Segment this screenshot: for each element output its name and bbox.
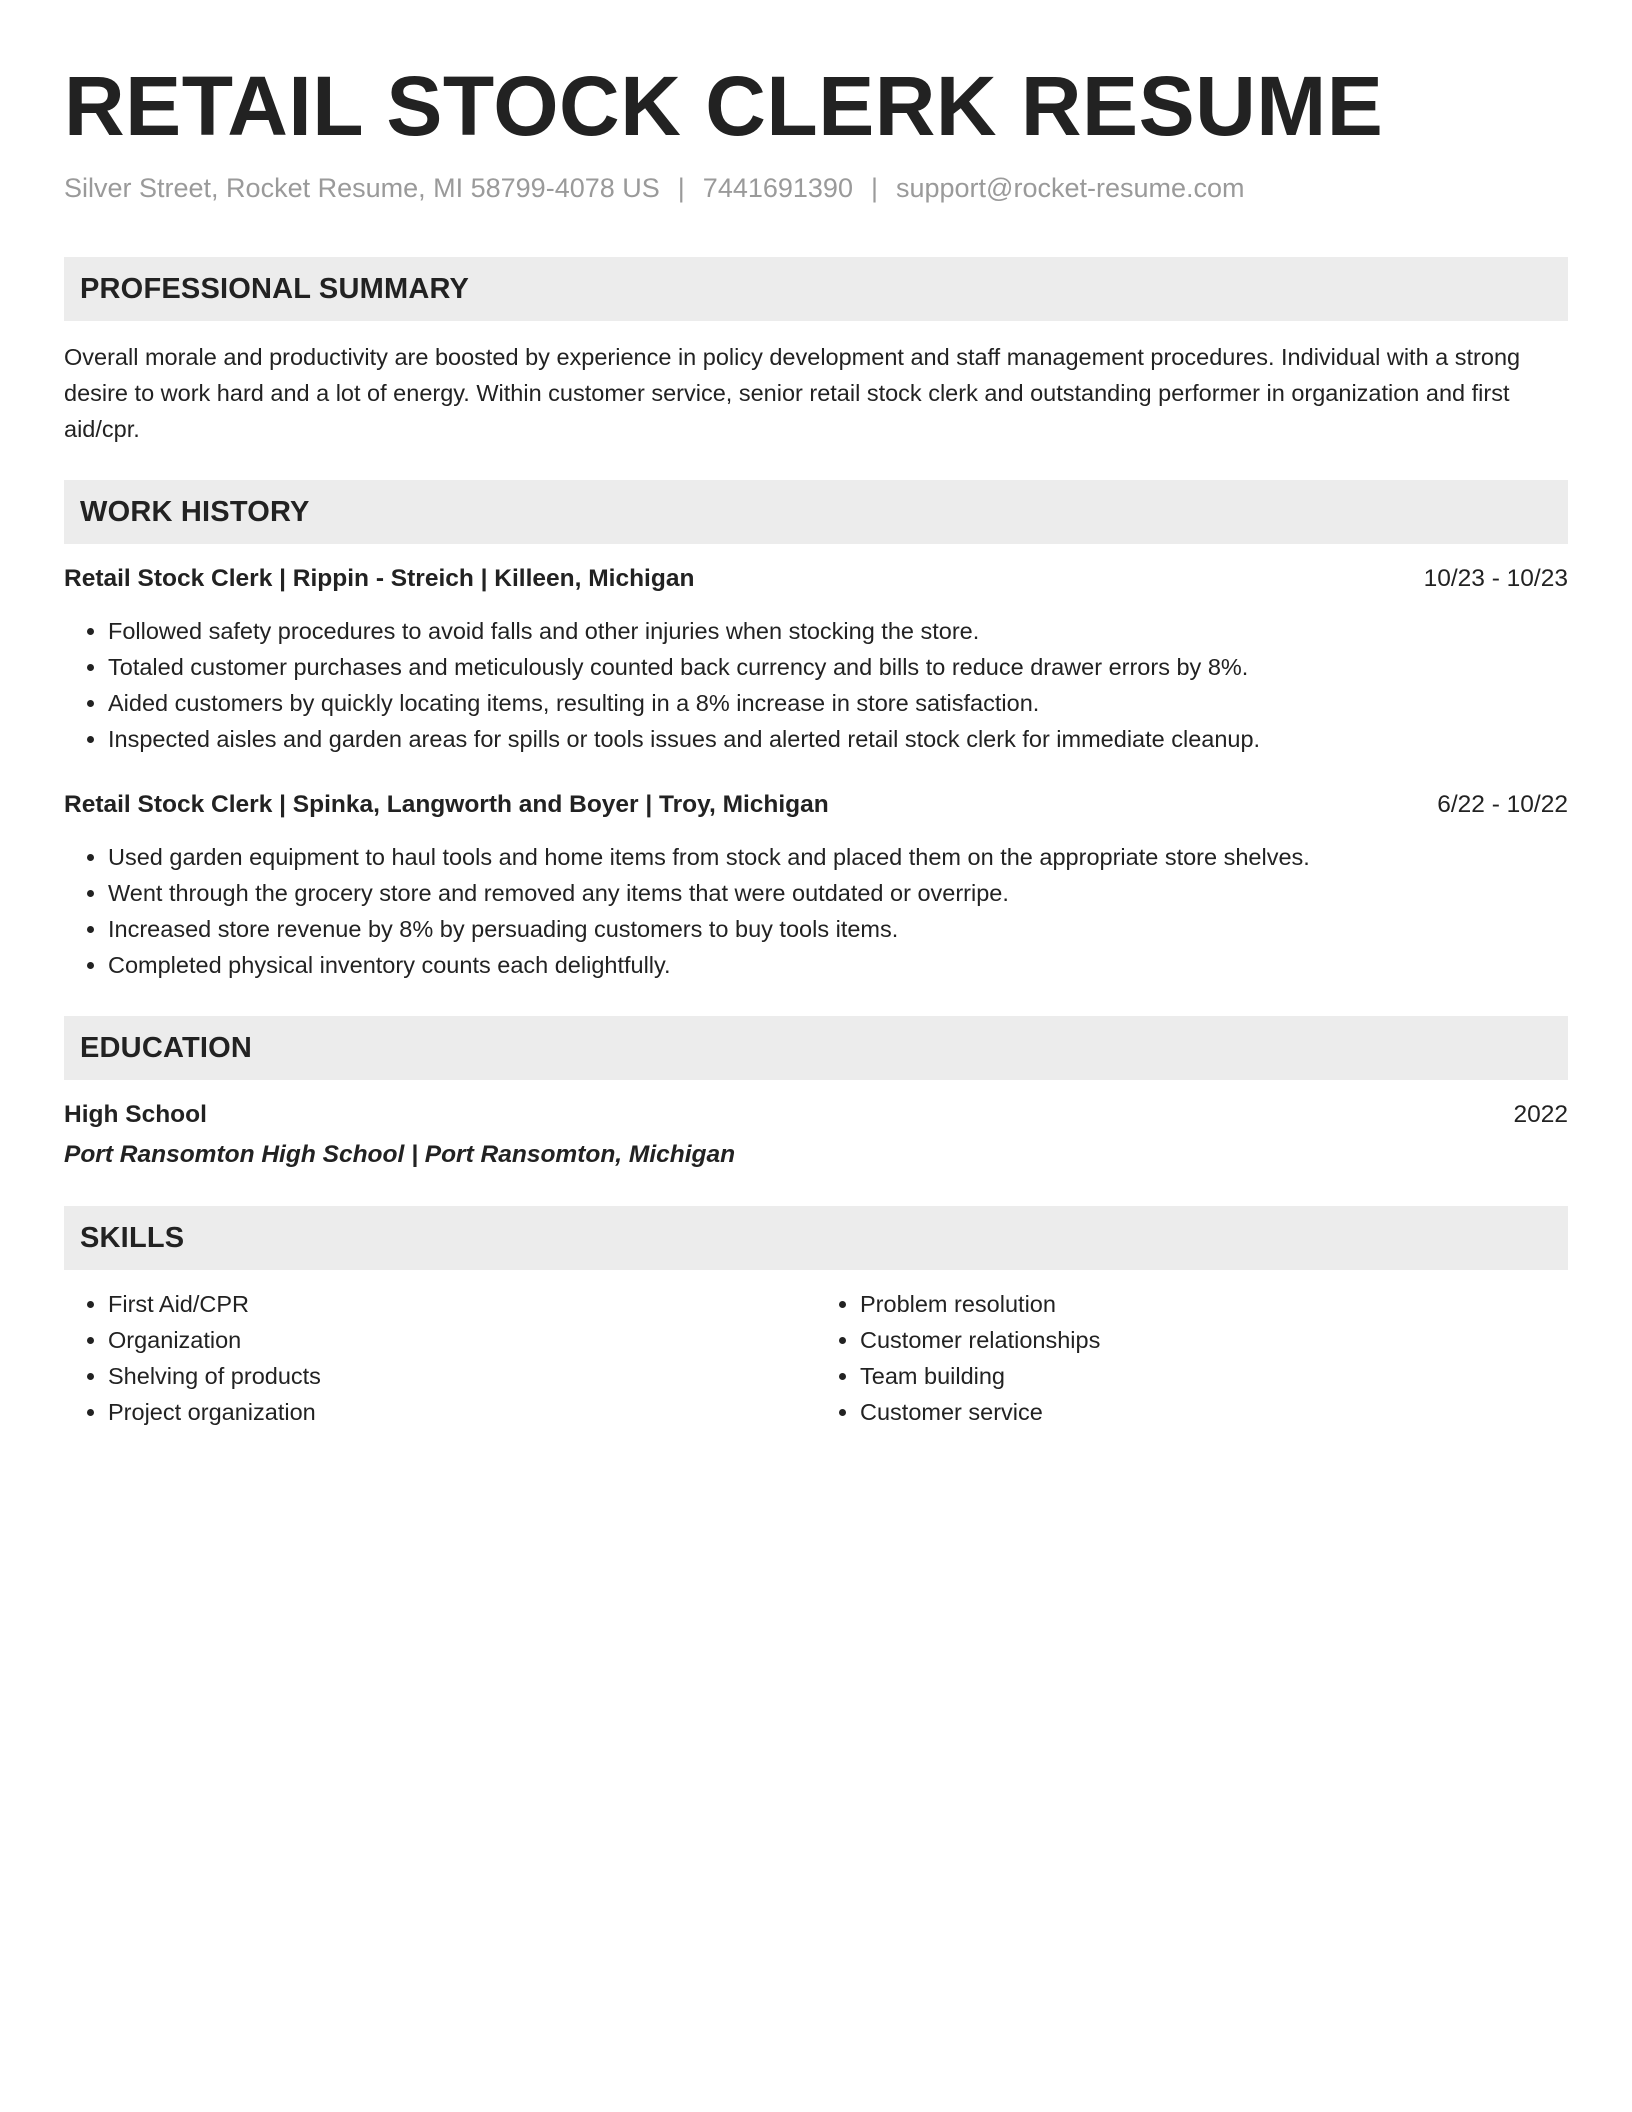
bullet-item: • Increased store revenue by 8% by persuading customers to buy tools items. (108, 911, 1568, 947)
summary-text: Overall morale and productivity are boosted by experience in policy development and staff management procedures. Individual with a strong desire to work hard and a lot of energy. Within customer service, senior retail stock clerk and outstanding performer in organization and first aid/cpr. (64, 344, 1521, 442)
bullet-item: • Totaled customer purchases and meticulously counted back currency and bills to reduce drawer errors by 8%. (108, 649, 1568, 685)
section-header-work-history (64, 480, 1568, 544)
job-bullets (64, 839, 1568, 983)
bullet-item: • Completed physical inventory counts each delightfully. (108, 947, 1568, 983)
skills-list (64, 1286, 1568, 1430)
job-bullets (64, 613, 1568, 757)
bullet-item: • Went through the grocery store and removed any items that were outdated or overripe. (108, 875, 1568, 911)
contact-line (64, 170, 1568, 206)
separator: | (870, 173, 878, 203)
degree: High School (64, 1101, 207, 1128)
skill-item: • First Aid/CPR (108, 1286, 816, 1322)
skill-item: • Organization (108, 1322, 816, 1358)
school-name: Port Ransomton High School | Port Ransomton, Michigan (64, 1141, 736, 1168)
job-entry (64, 787, 1568, 983)
education-entry (64, 1097, 1568, 1173)
resume-title: RETAIL STOCK CLERK RESUME (64, 59, 1384, 153)
section-title: WORK HISTORY (80, 495, 310, 528)
skill-item: • Project organization (108, 1394, 816, 1430)
skill-item: • Customer service (860, 1394, 1568, 1430)
graduation-year: 2022 (1513, 1101, 1568, 1128)
job-dates: 6/22 - 10/22 (1437, 791, 1568, 818)
skill-item: • Shelving of products (108, 1358, 816, 1394)
skill-item: • Customer relationships (860, 1322, 1568, 1358)
bullet-item: • Inspected aisles and garden areas for spills or tools issues and alerted retail stock clerk for immediate cleanup. (108, 721, 1568, 757)
bullet-item: • Aided customers by quickly locating items, resulting in a 8% increase in store satisfaction. (108, 685, 1568, 721)
section-header-summary (64, 257, 1568, 321)
bullet-item: • Followed safety procedures to avoid falls and other injuries when stocking the store. (108, 613, 1568, 649)
separator: | (677, 173, 685, 203)
email-address: support@rocket-resume.com (895, 173, 1245, 203)
job-title: Retail Stock Clerk | Rippin - Streich | Killeen, Michigan (64, 565, 695, 592)
job-entry (64, 561, 1568, 757)
skills-column-left (64, 1286, 816, 1430)
skills-column-right (816, 1286, 1568, 1430)
phone-number: 7441691390 (702, 173, 853, 203)
bullet-item: • Used garden equipment to haul tools and home items from stock and placed them on the appropriate store shelves. (108, 839, 1568, 875)
skill-item: • Team building (860, 1358, 1568, 1394)
section-header-education (64, 1016, 1568, 1080)
section-header-skills (64, 1206, 1568, 1270)
skill-item: • Problem resolution (860, 1286, 1568, 1322)
section-title: PROFESSIONAL SUMMARY (80, 272, 470, 305)
job-dates: 10/23 - 10/23 (1423, 565, 1568, 592)
section-title: SKILLS (80, 1221, 185, 1254)
section-title: EDUCATION (80, 1031, 253, 1064)
address: Silver Street, Rocket Resume, MI 58799-4078 US (64, 173, 660, 203)
job-title: Retail Stock Clerk | Spinka, Langworth and Boyer | Troy, Michigan (64, 791, 829, 818)
